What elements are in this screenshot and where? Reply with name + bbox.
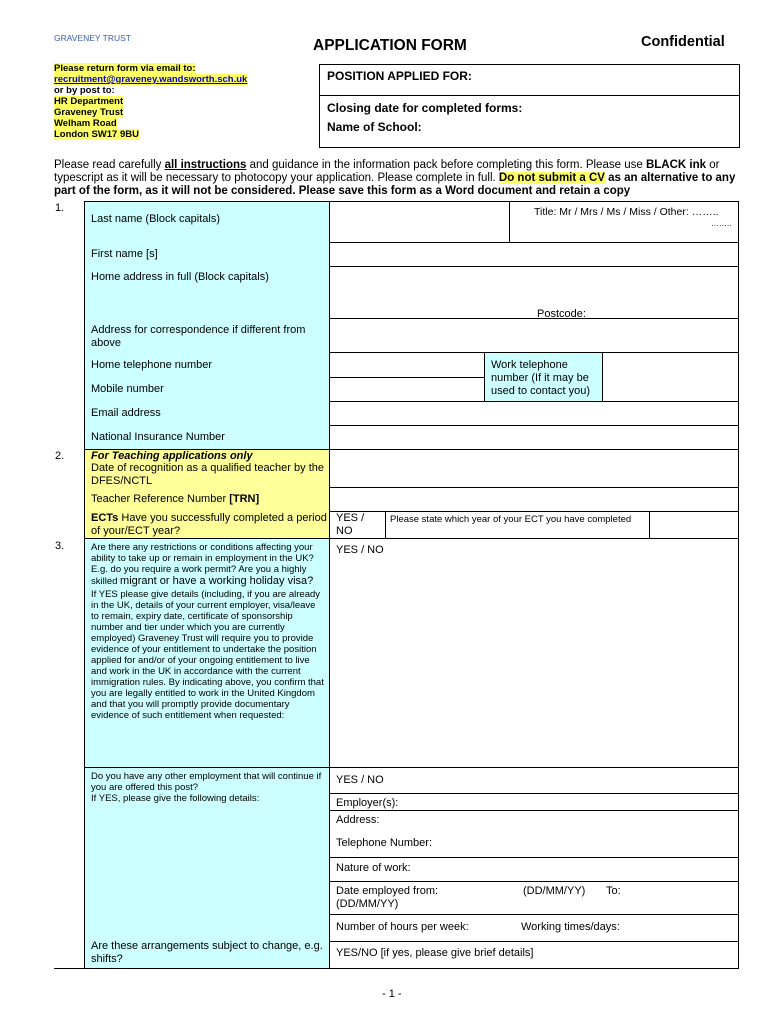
home-tel-field[interactable] [330, 353, 484, 377]
other-employment-yesno[interactable]: YES / NO [336, 774, 384, 786]
confidential-label: Confidential [641, 34, 725, 50]
title-dots: …….. [711, 219, 732, 228]
employer-field[interactable]: Employer(s): [336, 797, 399, 809]
home-address-field[interactable] [330, 267, 738, 318]
trn-field[interactable] [330, 488, 738, 511]
ni-field[interactable] [330, 426, 738, 449]
email-field[interactable] [330, 402, 738, 425]
working-times-field[interactable]: Working times/days: [521, 921, 620, 933]
date-to-label[interactable]: To: [606, 885, 621, 897]
closing-date-field[interactable]: Closing date for completed forms: [327, 101, 523, 115]
return-addr1: HR Department [54, 96, 124, 107]
work-tel-field[interactable] [603, 353, 738, 401]
return-addr3: Welham Road [54, 118, 117, 129]
home-tel-label: Home telephone number [91, 359, 213, 371]
home-address-label: Home address in full (Block capitals) [91, 271, 269, 283]
mobile-field[interactable] [330, 378, 484, 401]
instr-p6: Do not submit a CV [498, 172, 605, 184]
other-employment-q: Do you have any other employment that will continue if you are offered this post? [91, 771, 322, 793]
ect-label [91, 512, 327, 538]
first-name-label: First name [s] [91, 248, 158, 260]
section-2-number: 2. [55, 450, 65, 462]
return-addr4: London SW17 9BU [54, 129, 139, 140]
corr-address-label: Address for correspondence if different from above [91, 324, 306, 349]
page-number: - 1 - [382, 988, 402, 1000]
date-format: (DD/MM/YY) [523, 885, 586, 897]
instr-p7: as an alternative to any part of the form, as it will not be considered. Please save this form as a Word document and retain a copy [54, 172, 736, 197]
last-name-label: Last name (Block capitals) [91, 213, 220, 225]
ect-yesno[interactable]: YES / NO [336, 512, 365, 537]
corr-address-field[interactable] [330, 319, 738, 352]
recognition-field[interactable] [330, 450, 738, 487]
mobile-label: Mobile number [91, 383, 164, 395]
date-format-2: (DD/MM/YY) [336, 898, 399, 910]
ect-year-label: Please state which year of your ECT you have completed [390, 514, 632, 525]
teaching-heading: For Teaching applications only [91, 450, 253, 462]
date-from-label[interactable]: Date employed from: [336, 885, 439, 897]
hours-field[interactable]: Number of hours per week: [336, 921, 469, 933]
postcode-label: Postcode: [537, 308, 586, 318]
ect-year-field[interactable] [650, 512, 738, 538]
address-field[interactable]: Address: [336, 814, 380, 826]
arrangements-answer[interactable]: YES/NO [if yes, please give brief details] [336, 947, 534, 959]
instr-p5: or typescript as it will be necessary to photocopy your application. Please complete in full. [54, 159, 720, 184]
work-tel-label: Work telephone number (If it may be used to contact you) [491, 359, 591, 397]
instr-p1: Please read carefully [54, 159, 165, 171]
section-3-number: 3. [55, 540, 65, 552]
restrictions-question [91, 542, 324, 721]
title-options[interactable]: Title: Mr / Mrs / Ms / Miss / Other: …….. [534, 206, 719, 218]
instr-p2: all instructions [164, 159, 247, 171]
other-employment-q2: If YES, please give the following details: [91, 793, 260, 804]
return-addr2: Graveney Trust [54, 107, 124, 118]
trn-label [91, 493, 259, 506]
first-name-field[interactable] [330, 243, 738, 266]
instr-p3: and guidance in the information pack before completing this form. Please use [246, 159, 646, 171]
org-name: GRAVENEY TRUST [54, 33, 131, 43]
other-employment-question [91, 771, 324, 804]
return-email-link[interactable]: recruitment@graveney.wandsworth.sch.uk [54, 74, 248, 85]
last-name-field[interactable] [330, 202, 509, 242]
position-applied-field[interactable]: POSITION APPLIED FOR: [327, 69, 472, 83]
telephone-field[interactable]: Telephone Number: [336, 837, 433, 849]
ni-label: National Insurance Number [91, 431, 225, 443]
ect-bold: ECTs [91, 512, 119, 524]
trn-label-text: Teacher Reference Number [91, 493, 230, 505]
form-title: APPLICATION FORM [313, 37, 467, 54]
school-name-field[interactable]: Name of School: [327, 120, 422, 134]
return-line3: or by post to: [54, 85, 115, 96]
restrictions-yesno[interactable]: YES / NO [336, 544, 384, 556]
ect-text: Have you successfully completed a period of your/ECT year? [91, 512, 327, 537]
trn-label-bold: [TRN] [229, 493, 260, 505]
arrangements-question: Are these arrangements subject to change, e.g. shifts? [91, 940, 323, 965]
return-line1: Please return form via email to: [54, 63, 196, 74]
restrictions-details-field[interactable] [330, 560, 738, 767]
instr-p4: BLACK ink [645, 159, 706, 171]
email-label: Email address [91, 407, 161, 419]
nature-of-work-field[interactable]: Nature of work: [336, 862, 411, 874]
restrictions-q1a: Are there any restrictions or conditions affecting your ability to take up or remain in employment in the UK? E.g. do you require a work permit? Are you a highly skilled [91, 542, 314, 587]
recognition-label: Date of recognition as a qualified teacher by the DFES/NCTL [91, 462, 324, 487]
restrictions-q1c: If YES please give details (including, if you are already in the UK, details of your current employer, visa/leave to remain, expiry date, certificate of sponsorship number and tier under which you are currently employed) Graveney Trust will require you to provide evidence of your entitlement to undertake the position applied for and/or of your ongoing entitlement to live and work in the UK in accordance with the current immigration rules. By indicating above, you confirm that you are legally entitled to work in the United Kingdom and that you will promptly provide documentary evidence of such entitlement when requested: [91, 589, 324, 721]
section-1-number: 1. [55, 202, 65, 214]
restrictions-q1b: migrant or have a working holiday visa? [120, 575, 314, 587]
